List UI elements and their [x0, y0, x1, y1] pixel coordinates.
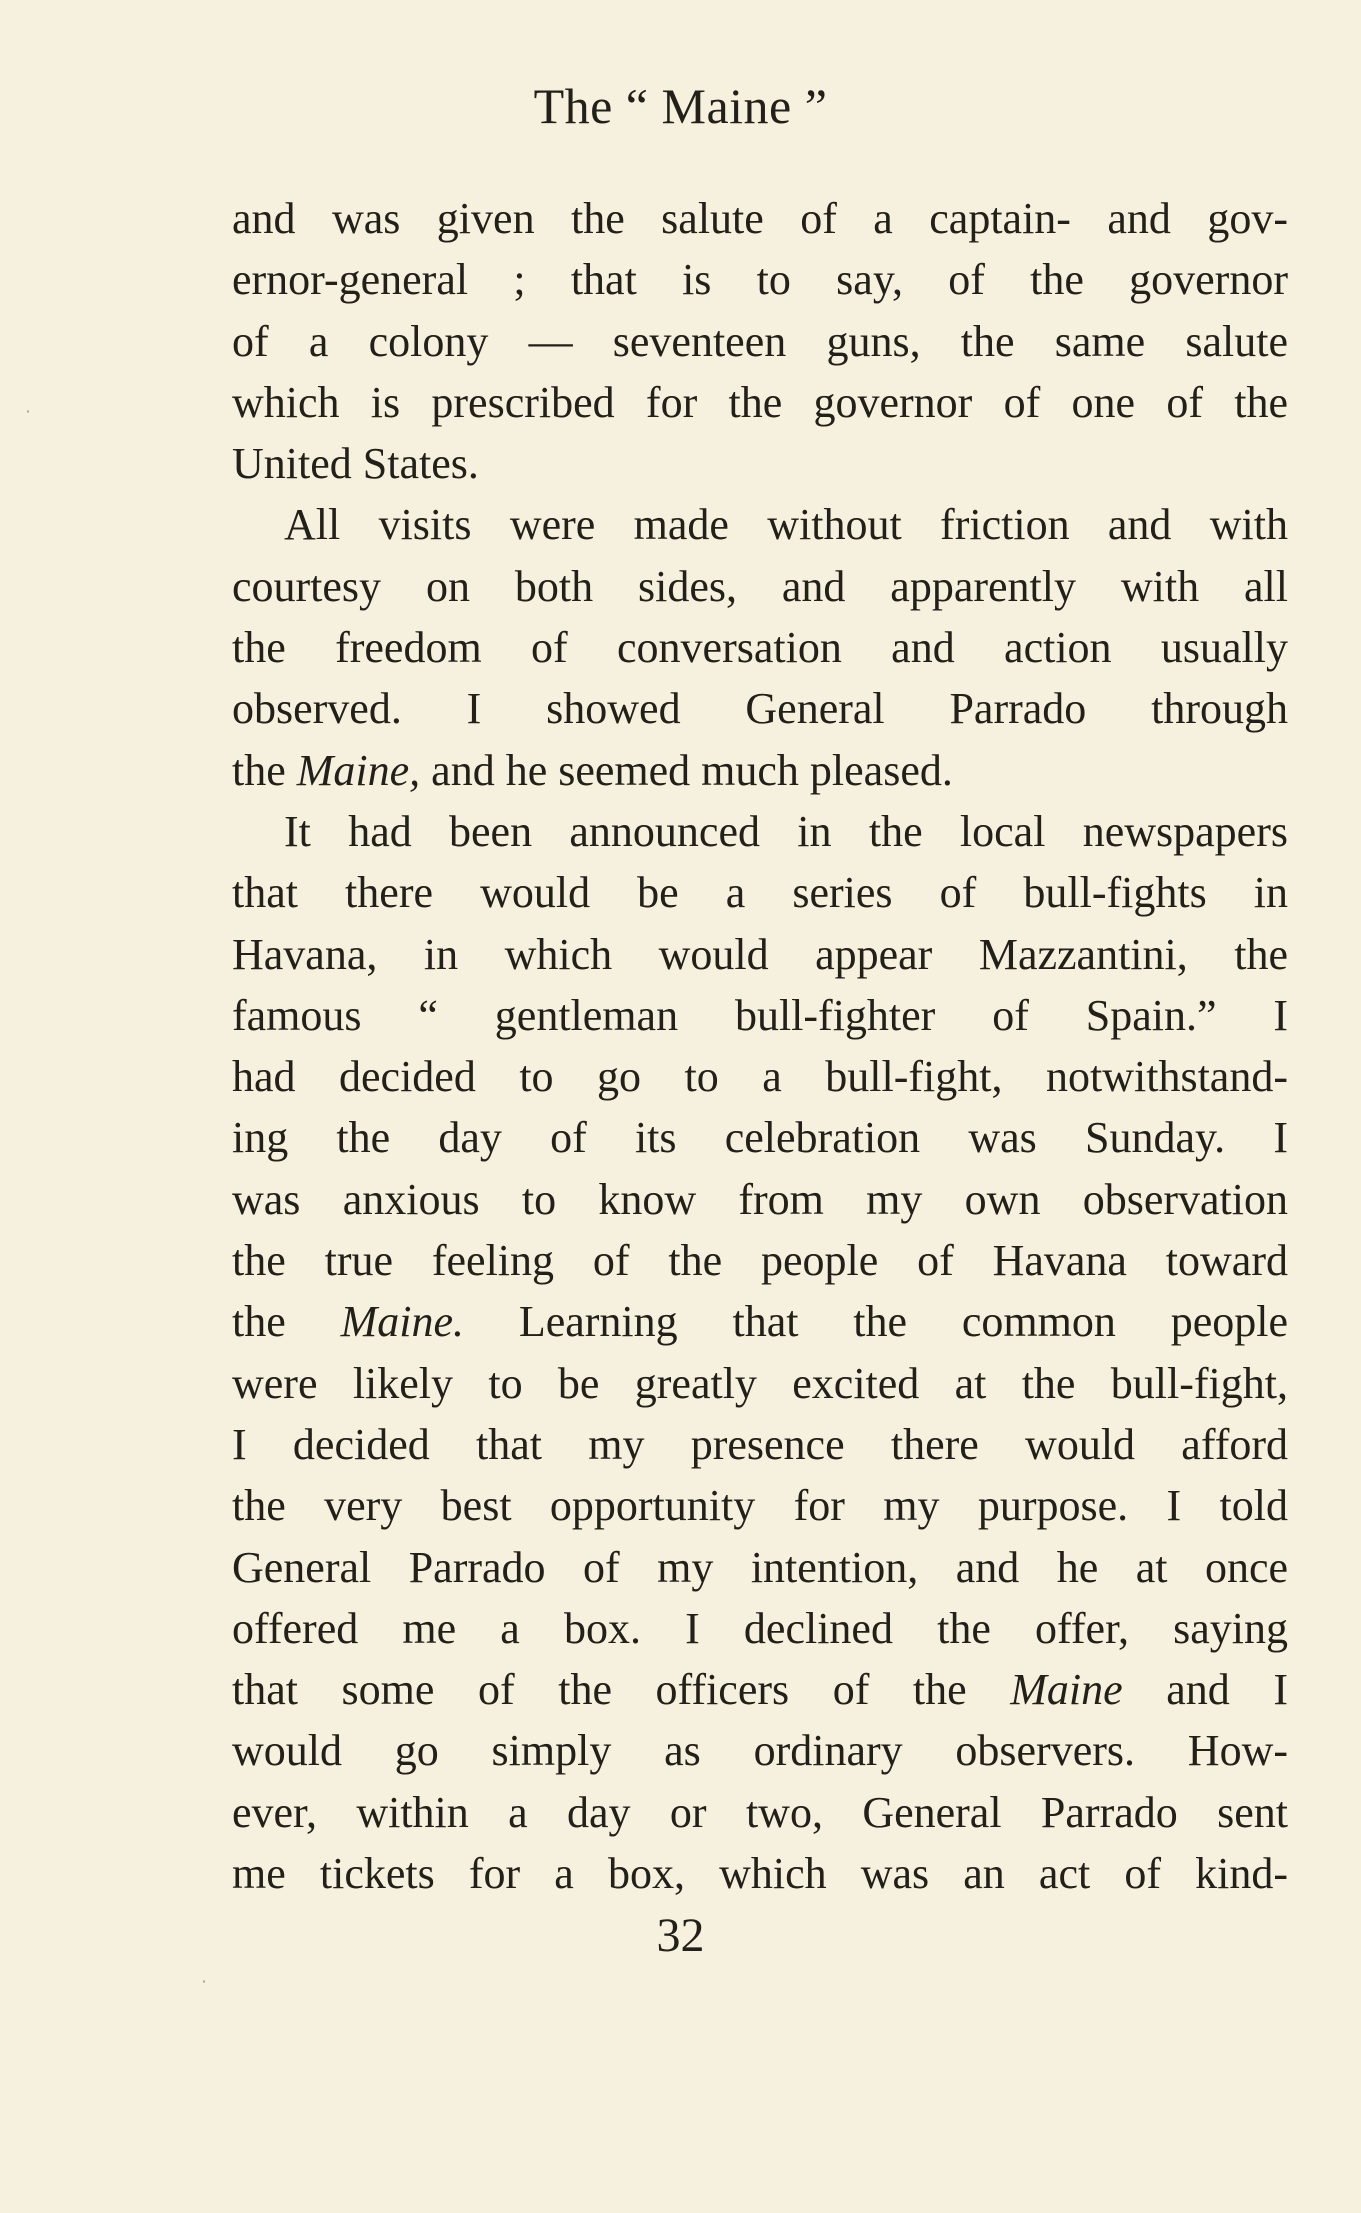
text-line: famous “ gentleman bull-fighter of Spain.” I: [232, 990, 1288, 1040]
text-line: United States.: [232, 439, 479, 489]
text-line: had decided to go to a bull-fight, notwithstand-: [232, 1052, 1288, 1102]
text-line: the Maine, and he seemed much pleased.: [232, 745, 953, 795]
paper-speck: [27, 410, 29, 413]
text-line: All visits were made without friction and with: [284, 500, 1288, 550]
text-line: were likely to be greatly excited at the bull-fight,: [232, 1358, 1288, 1408]
text-line: which is prescribed for the governor of one of the: [232, 377, 1288, 427]
ship-name-italic: Maine,: [296, 745, 421, 795]
page-number: 32: [656, 1909, 705, 1962]
text-line: me tickets for a box, which was an act of kind-: [232, 1849, 1288, 1899]
text-line: the very best opportunity for my purpose. I told: [232, 1481, 1288, 1531]
text-line: was anxious to know from my own observation: [232, 1174, 1288, 1224]
ship-name-italic: Maine: [1010, 1665, 1123, 1715]
text-line: observed. I showed General Parrado through: [232, 684, 1288, 734]
text-line: General Parrado of my intention, and he at once: [232, 1542, 1288, 1592]
text-line: the Maine. Learning that the common people: [232, 1297, 1288, 1347]
text-line: It had been announced in the local newspapers: [284, 806, 1288, 856]
text-line: offered me a box. I declined the offer, saying: [232, 1603, 1288, 1653]
running-header: The “ Maine ”: [533, 78, 828, 134]
text-line: the freedom of conversation and action usually: [232, 623, 1288, 673]
text-line: ing the day of its celebration was Sunday. I: [232, 1113, 1288, 1163]
text-line: ever, within a day or two, General Parrado sent: [232, 1787, 1288, 1837]
text-line: would go simply as ordinary observers. How-: [232, 1726, 1288, 1776]
paper-speck: [203, 1980, 205, 1983]
body-text: [232, 188, 1288, 1904]
text-line: I decided that my presence there would afford: [232, 1419, 1288, 1469]
text-line: the true feeling of the people of Havana toward: [232, 1236, 1288, 1286]
text-line: of a colony — seventeen guns, the same salute: [232, 316, 1288, 366]
text-line: courtesy on both sides, and apparently with all: [232, 561, 1288, 611]
text-line: and was given the salute of a captain- and gov-: [232, 194, 1288, 243]
text-line: that there would be a series of bull-fights in: [232, 868, 1288, 918]
ship-name-italic: Maine.: [340, 1297, 464, 1347]
text-line: ernor-general ; that is to say, of the governor: [232, 255, 1288, 305]
text-line: that some of the officers of the Maine and I: [232, 1665, 1288, 1715]
text-line: Havana, in which would appear Mazzantini, the: [232, 929, 1288, 979]
